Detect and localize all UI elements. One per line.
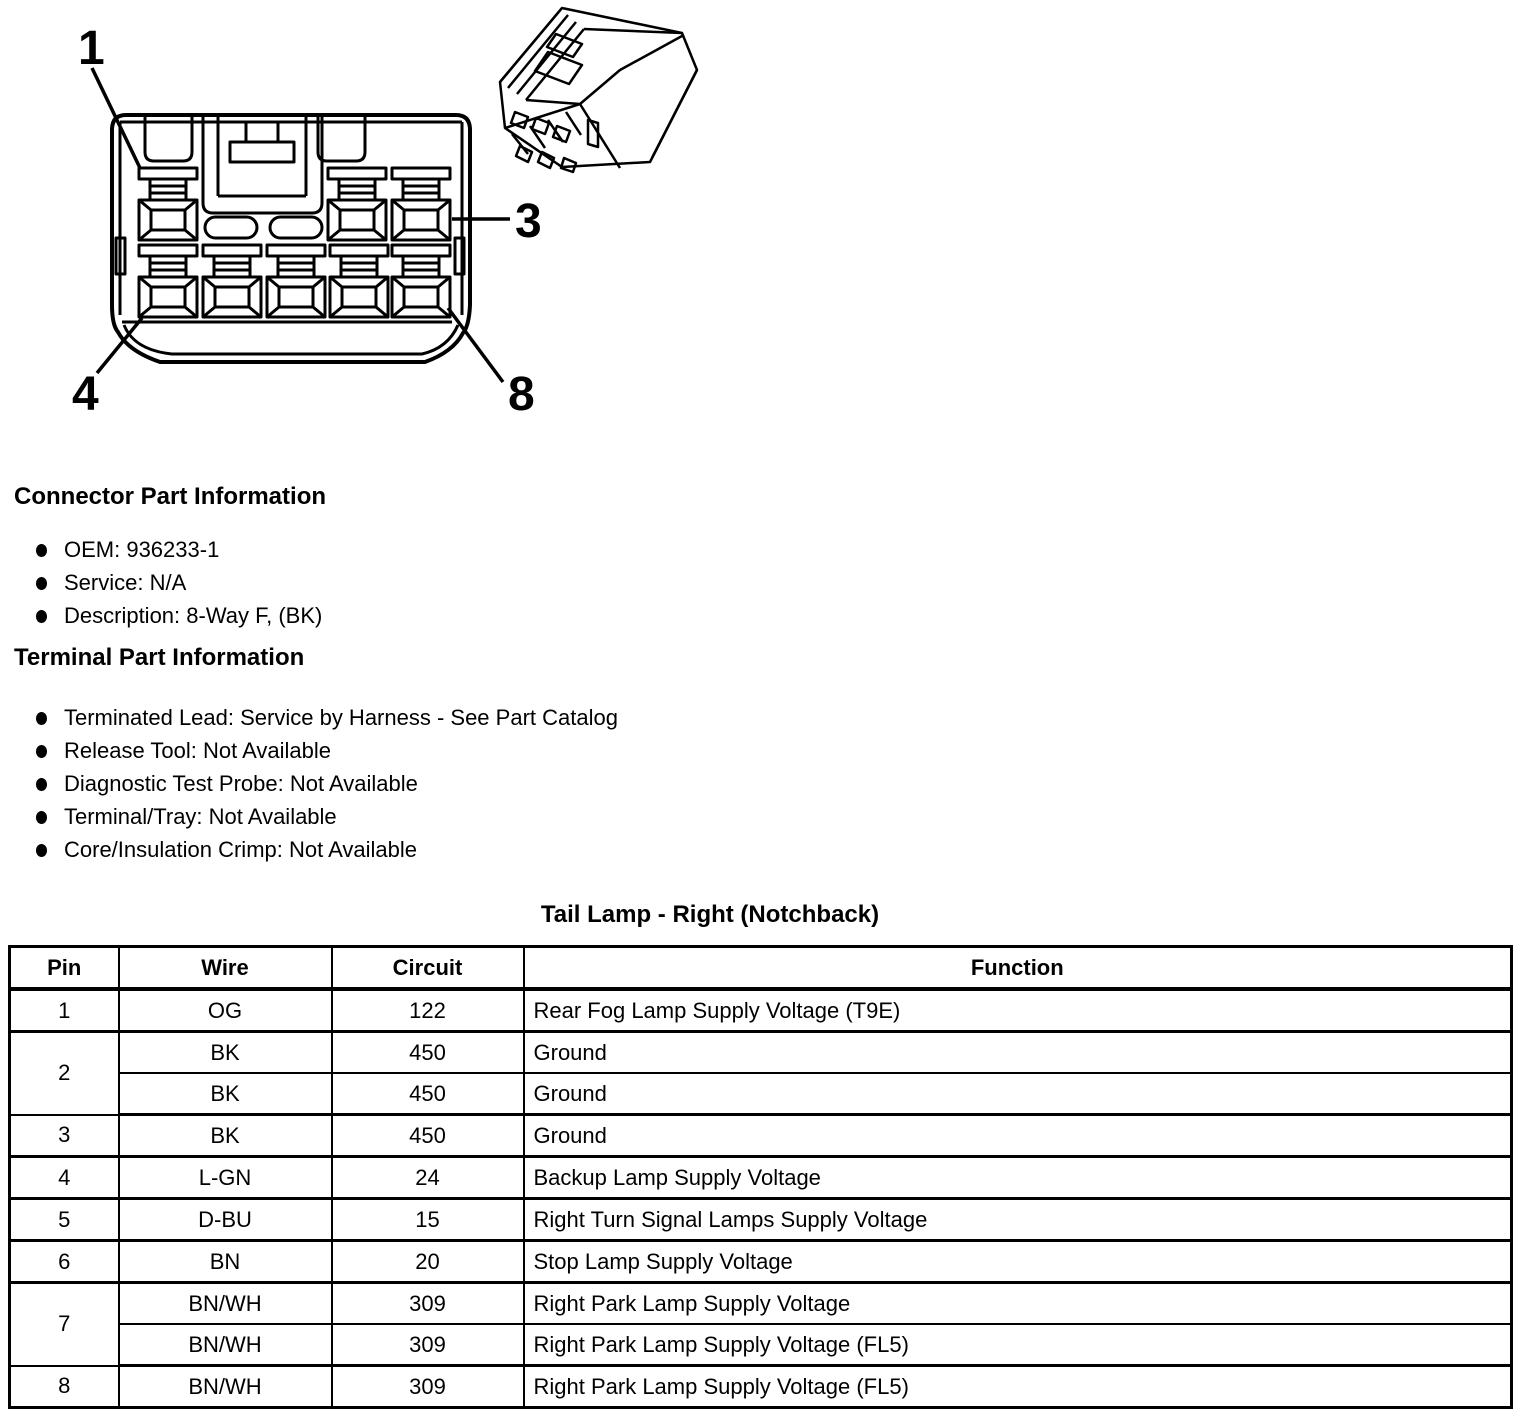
wire-cell: BN/WH [119, 1366, 332, 1408]
list-item-text: Diagnostic Test Probe: Not Available [64, 770, 418, 796]
column-header-pin: Pin [10, 947, 119, 990]
list-item [36, 800, 618, 833]
function-cell: Stop Lamp Supply Voltage [524, 1241, 1512, 1283]
bullet-icon [36, 577, 47, 590]
list-item-text: Service: N/A [64, 569, 187, 595]
table-row [10, 1241, 1512, 1283]
pin-cell: 1 [10, 989, 119, 1032]
list-item-text: Core/Insulation Crimp: Not Available [64, 836, 417, 862]
list-item [36, 566, 322, 599]
column-header-function: Function [524, 947, 1512, 990]
wire-cell: BK [119, 1032, 332, 1074]
wire-cell: BN [119, 1241, 332, 1283]
bullet-icon [36, 745, 47, 758]
connector-info-list [36, 533, 322, 632]
wire-cell: OG [119, 989, 332, 1032]
list-item-text: Terminal/Tray: Not Available [64, 803, 337, 829]
function-cell: Ground [524, 1073, 1512, 1115]
list-item-text: OEM: 936233-1 [64, 536, 220, 562]
table-title: Tail Lamp - Right (Notchback) [540, 901, 880, 928]
pin-cell: 7 [10, 1283, 119, 1366]
circuit-cell: 15 [332, 1199, 524, 1241]
wire-cell: BN/WH [119, 1324, 332, 1366]
list-item [36, 701, 618, 734]
pin-cell: 4 [10, 1157, 119, 1199]
terminal-info-list [36, 701, 618, 866]
callout-line-1 [92, 68, 140, 168]
list-item-text: Release Tool: Not Available [64, 737, 332, 763]
circuit-cell: 24 [332, 1157, 524, 1199]
pin-cell: 3 [10, 1115, 119, 1157]
connector-part-info-heading: Connector Part Information [14, 483, 327, 510]
circuit-cell: 20 [332, 1241, 524, 1283]
bullet-icon [36, 811, 47, 824]
table-row [10, 1157, 1512, 1199]
pin-cell: 8 [10, 1366, 119, 1408]
list-item [36, 734, 618, 767]
list-item-text: Terminated Lead: Service by Harness - See Part Catalog [64, 704, 618, 730]
table-row [10, 1283, 1512, 1325]
callout-line-4 [97, 318, 142, 373]
function-cell: Right Turn Signal Lamps Supply Voltage [524, 1199, 1512, 1241]
list-item-text: Description: 8-Way F, (BK) [64, 602, 323, 628]
wire-cell: BK [119, 1073, 332, 1115]
list-item [36, 833, 618, 866]
connector-iso-view [500, 8, 697, 172]
wire-cell: BN/WH [119, 1283, 332, 1325]
connector-diagram [60, 0, 760, 455]
bullet-icon [36, 778, 47, 791]
wire-cell: L-GN [119, 1157, 332, 1199]
table-row [10, 1032, 1512, 1074]
wire-cell: BK [119, 1115, 332, 1157]
circuit-cell: 309 [332, 1366, 524, 1408]
callout-label-3: 3 [515, 195, 542, 248]
circuit-cell: 122 [332, 989, 524, 1032]
circuit-cell: 450 [332, 1032, 524, 1074]
function-cell: Ground [524, 1115, 1512, 1157]
function-cell: Right Park Lamp Supply Voltage (FL5) [524, 1324, 1512, 1366]
table-row [10, 1199, 1512, 1241]
bullet-icon [36, 844, 47, 857]
list-item [36, 533, 322, 566]
function-cell: Ground [524, 1032, 1512, 1074]
table-row [10, 1366, 1512, 1408]
circuit-cell: 309 [332, 1283, 524, 1325]
callout-label-1: 1 [78, 22, 105, 75]
column-header-circuit: Circuit [332, 947, 524, 990]
column-header-wire: Wire [119, 947, 332, 990]
bullet-icon [36, 712, 47, 725]
list-item [36, 599, 322, 632]
function-cell: Rear Fog Lamp Supply Voltage (T9E) [524, 989, 1512, 1032]
pin-cell: 2 [10, 1032, 119, 1115]
function-cell: Backup Lamp Supply Voltage [524, 1157, 1512, 1199]
bullet-icon [36, 544, 47, 557]
bullet-icon [36, 610, 47, 623]
wire-cell: D-BU [119, 1199, 332, 1241]
table-row [10, 989, 1512, 1032]
circuit-cell: 450 [332, 1115, 524, 1157]
table-row [10, 1115, 1512, 1157]
pinout-table [8, 945, 1513, 1409]
list-item [36, 767, 618, 800]
pin-cell: 5 [10, 1199, 119, 1241]
pin-cell: 6 [10, 1241, 119, 1283]
table-row [10, 1324, 1512, 1366]
callout-label-4: 4 [72, 368, 99, 421]
connector-front-view [112, 115, 470, 362]
function-cell: Right Park Lamp Supply Voltage (FL5) [524, 1366, 1512, 1408]
table-row [10, 1073, 1512, 1115]
circuit-cell: 450 [332, 1073, 524, 1115]
table-header-row [10, 947, 1512, 990]
callout-label-8: 8 [508, 368, 535, 421]
terminal-part-info-heading: Terminal Part Information [14, 644, 305, 671]
function-cell: Right Park Lamp Supply Voltage [524, 1283, 1512, 1325]
circuit-cell: 309 [332, 1324, 524, 1366]
